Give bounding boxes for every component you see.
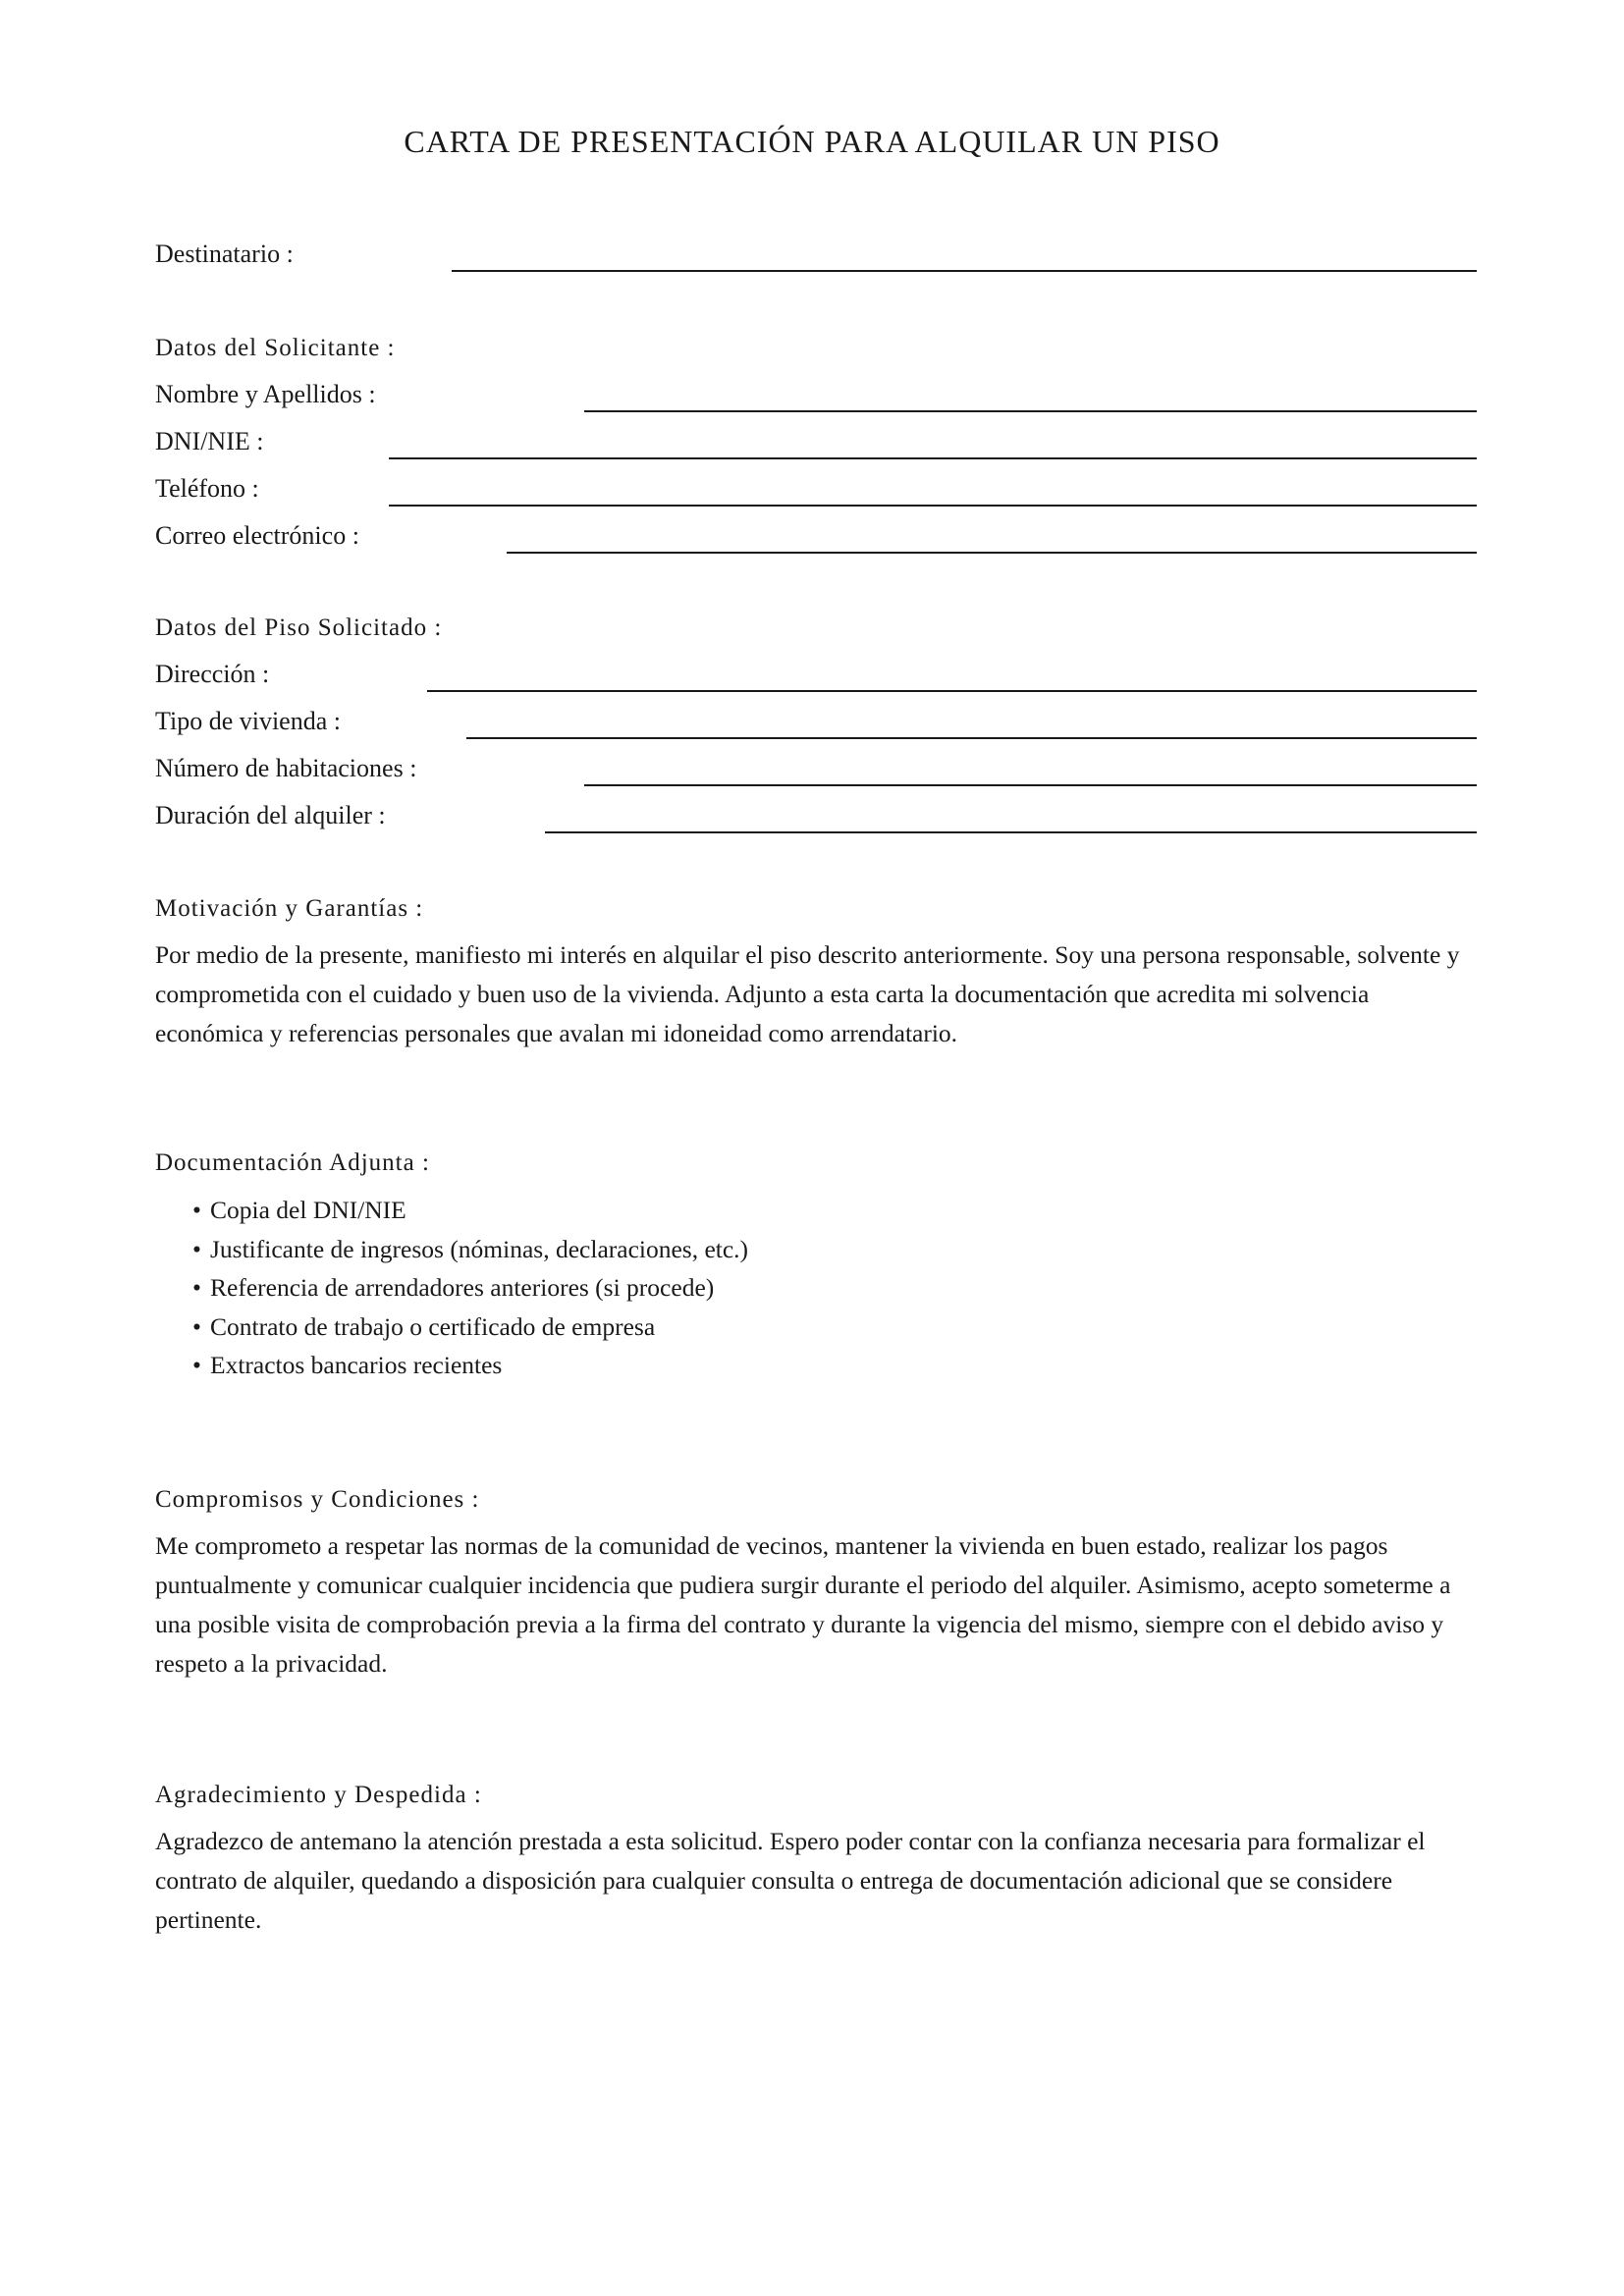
closing-paragraph: Agradezco de antemano la atención prestada a esta solicitud. Espero poder contar con la confianza necesaria para formalizar el contrato de alquiler, quedando a disposición para cualquier consulta o entrega de documentación adicional que se considere pertinente. bbox=[155, 1827, 1426, 1934]
list-item: • Referencia de arrendadores anteriores (si procede) bbox=[192, 1268, 748, 1308]
address-label: Dirección : bbox=[155, 660, 270, 688]
rooms-field-line[interactable] bbox=[584, 784, 1477, 786]
rooms-label: Número de habitaciones : bbox=[155, 754, 417, 782]
list-item: • Extractos bancarios recientes bbox=[192, 1346, 748, 1385]
motivation-heading: Motivación y Garantías : bbox=[155, 895, 424, 922]
address-field-line[interactable] bbox=[427, 690, 1477, 692]
commitments-heading: Compromisos y Condiciones : bbox=[155, 1486, 480, 1513]
motivation-paragraph: Por medio de la presente, manifiesto mi interés en alquilar el piso descrito anteriormente. Soy una persona responsable, solvente y comprometida con el cuidado y buen uso de la vivienda. Adjunto a esta carta la documentación que acredita mi solvencia económica y referencias personales que avalan mi idoneidad como arrendatario. bbox=[155, 940, 1460, 1047]
id-label: DNI/NIE : bbox=[155, 427, 264, 455]
closing-heading: Agradecimiento y Despedida : bbox=[155, 1782, 482, 1808]
phone-field-line[interactable] bbox=[389, 505, 1477, 507]
recipient-label: Destinatario : bbox=[155, 240, 294, 268]
duration-label: Duración del alquiler : bbox=[155, 801, 386, 829]
list-item: • Justificante de ingresos (nóminas, declaraciones, etc.) bbox=[192, 1230, 748, 1269]
document-title: CARTA DE PRESENTACIÓN PARA ALQUILAR UN PISO bbox=[404, 124, 1220, 159]
documents-heading: Documentación Adjunta : bbox=[155, 1149, 430, 1176]
list-item: • Copia del DNI/NIE bbox=[192, 1191, 748, 1230]
name-field-line[interactable] bbox=[584, 410, 1477, 412]
duration-field-line[interactable] bbox=[545, 831, 1477, 833]
type-label: Tipo de vivienda : bbox=[155, 707, 341, 735]
email-field-line[interactable] bbox=[507, 552, 1477, 554]
phone-label: Teléfono : bbox=[155, 474, 259, 503]
type-field-line[interactable] bbox=[466, 737, 1477, 739]
recipient-field-line[interactable] bbox=[452, 270, 1477, 272]
applicant-heading: Datos del Solicitante : bbox=[155, 335, 396, 361]
email-label: Correo electrónico : bbox=[155, 521, 359, 550]
documents-list bbox=[192, 1191, 748, 1385]
id-field-line[interactable] bbox=[389, 457, 1477, 459]
list-item: • Contrato de trabajo o certificado de empresa bbox=[192, 1308, 748, 1347]
commitments-paragraph: Me comprometo a respetar las normas de la comunidad de vecinos, mantener la vivienda en buen estado, realizar los pagos puntualmente y comunicar cualquier incidencia que pudiera surgir durante el periodo del alquiler. Asimismo, acepto someterme a una posible visita de comprobación previa a la firma del contrato y durante la vigencia del mismo, siempre con el debido aviso y respeto a la privacidad. bbox=[155, 1531, 1451, 1678]
property-heading: Datos del Piso Solicitado : bbox=[155, 614, 443, 641]
name-label: Nombre y Apellidos : bbox=[155, 380, 376, 408]
